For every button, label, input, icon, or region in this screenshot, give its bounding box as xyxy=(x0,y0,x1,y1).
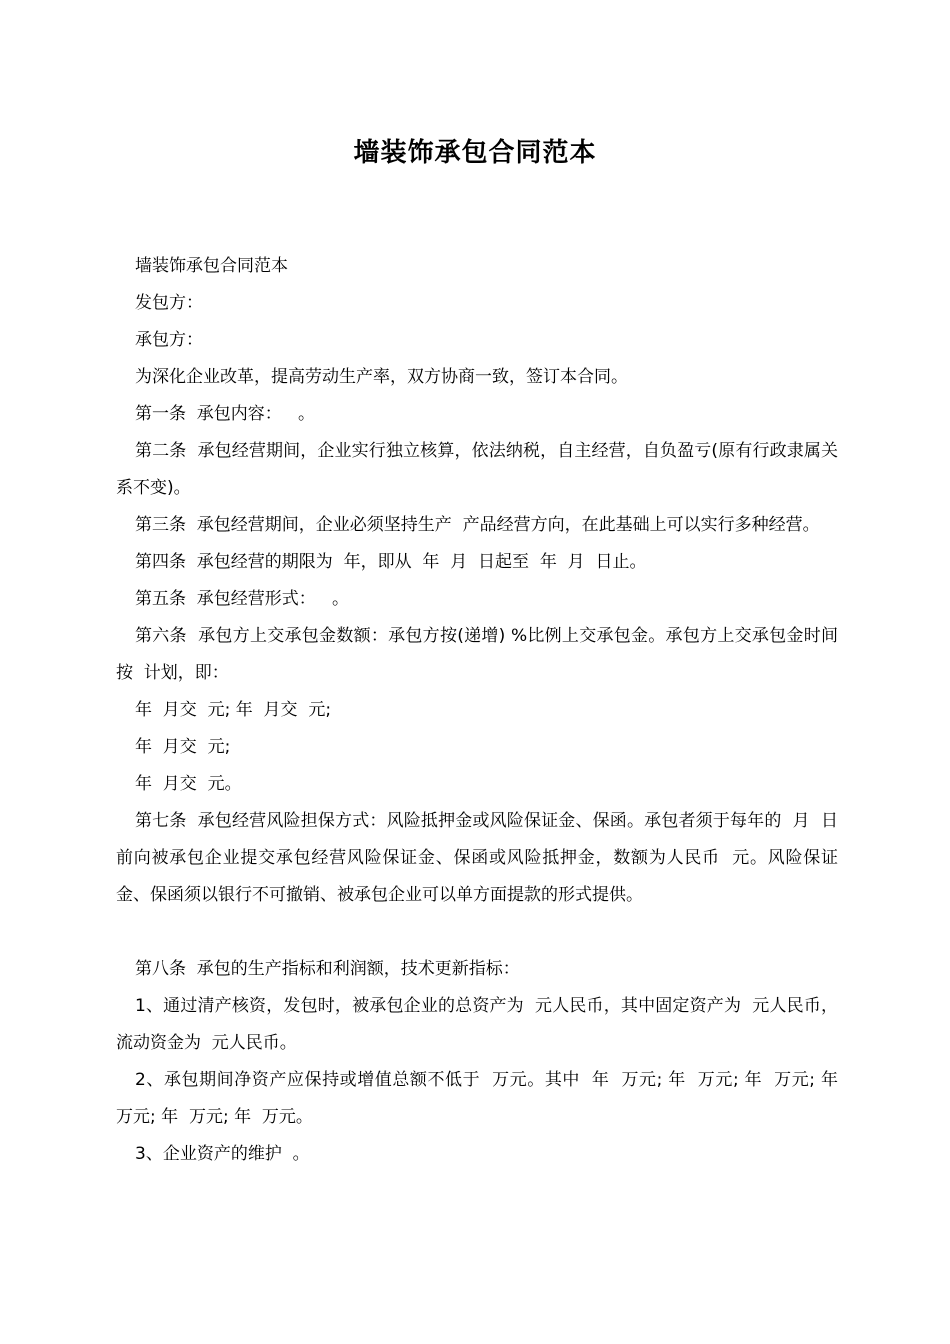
document-title: 墙装饰承包合同范本 xyxy=(353,138,597,168)
article-8-item-1: 1、通过清产核资，发包时，被承包企业的总资产为 元人民币，其中固定资产为 元人民币，流动资金为 元人民币。 xyxy=(116,996,838,1053)
payment-line-2: 年 月交 元; xyxy=(135,737,231,757)
article-8: 第八条 承包的生产指标和利润额，技术更新指标： xyxy=(135,959,520,979)
paragraph-contractor: 承包方： xyxy=(135,330,203,350)
article-3: 第三条 承包经营期间，企业必须坚持生产 产品经营方向，在此基础上可以实行多种经营。 xyxy=(135,515,820,535)
article-5: 第五条 承包经营形式： 。 xyxy=(135,589,350,609)
paragraph-subtitle: 墙装饰承包合同范本 xyxy=(135,256,288,276)
payment-line-1: 年 月交 元; 年 月交 元; xyxy=(135,700,332,720)
document-body xyxy=(116,248,849,1173)
article-8-item-2: 2、承包期间净资产应保持或增值总额不低于 万元。其中 年 万元; 年 万元; 年 万元; 年 万元; 年 万元; 年 万元。 xyxy=(116,1070,849,1127)
article-6: 第六条 承包方上交承包金数额：承包方按(递增) %比例上交承包金。承包方上交承包金时间按 计划，即： xyxy=(116,626,838,683)
article-1: 第一条 承包内容： 。 xyxy=(135,404,316,424)
blank-line xyxy=(116,914,838,951)
paragraph-preamble: 为深化企业改革，提高劳动生产率，双方协商一致，签订本合同。 xyxy=(135,367,628,387)
article-8-item-3: 3、企业资产的维护 。 xyxy=(135,1144,310,1164)
article-4: 第四条 承包经营的期限为 年，即从 年 月 日起至 年 月 日止。 xyxy=(135,552,647,572)
paragraph-employer: 发包方： xyxy=(135,293,203,313)
payment-line-3: 年 月交 元。 xyxy=(135,774,242,794)
article-7: 第七条 承包经营风险担保方式：风险抵押金或风险保证金、保函。承包者须于每年的 月 日前向被承包企业提交承包经营风险保证金、保函或风险抵押金，数额为人民币 元。风险保证金、保函须以银行不可撤销、被承包企业可以单方面提款的形式提供。 xyxy=(116,811,838,905)
article-2: 第二条 承包经营期间，企业实行独立核算，依法纳税，自主经营，自负盈亏(原有行政隶属关系不变)。 xyxy=(116,441,838,498)
